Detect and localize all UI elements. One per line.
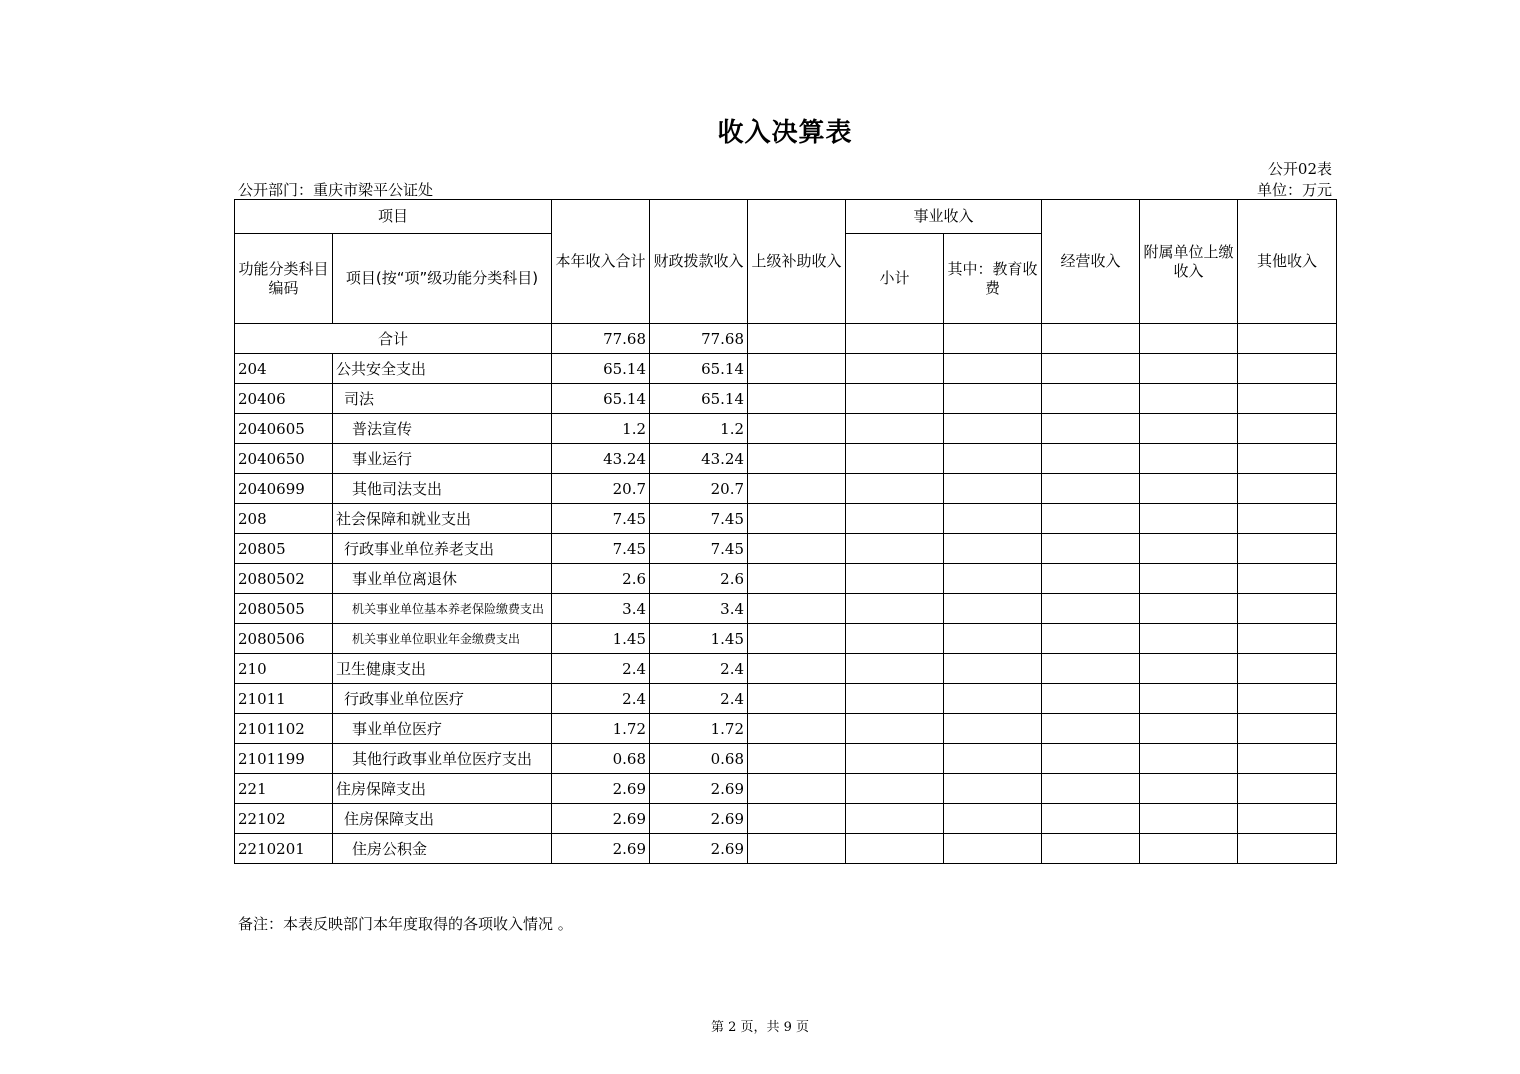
- empty-cell: [944, 774, 1042, 804]
- table-row: [235, 384, 1337, 414]
- empty-cell: [1238, 774, 1337, 804]
- header-affiliated: 附属单位上缴收入: [1140, 200, 1238, 324]
- empty-cell: [1140, 444, 1238, 474]
- empty-cell: [846, 324, 944, 354]
- empty-cell: [846, 684, 944, 714]
- empty-cell: [944, 744, 1042, 774]
- empty-cell: [846, 504, 944, 534]
- empty-cell: [748, 774, 846, 804]
- empty-cell: [1140, 474, 1238, 504]
- empty-cell: [846, 384, 944, 414]
- row-code: 210: [235, 654, 333, 684]
- empty-cell: [846, 444, 944, 474]
- header-business-group: 事业收入: [846, 200, 1042, 234]
- row-code: 22102: [235, 804, 333, 834]
- empty-cell: [1238, 534, 1337, 564]
- row-total: 2.69: [552, 834, 650, 864]
- empty-cell: [1042, 354, 1140, 384]
- empty-cell: [748, 354, 846, 384]
- empty-cell: [1238, 564, 1337, 594]
- empty-cell: [1042, 744, 1140, 774]
- row-total: 7.45: [552, 504, 650, 534]
- empty-cell: [748, 414, 846, 444]
- empty-cell: [944, 444, 1042, 474]
- row-code: 20805: [235, 534, 333, 564]
- empty-cell: [846, 414, 944, 444]
- empty-cell: [1238, 744, 1337, 774]
- table-row: [235, 774, 1337, 804]
- empty-cell: [944, 504, 1042, 534]
- unit-label: 单位：万元: [1256, 181, 1332, 199]
- row-name: 机关事业单位基本养老保险缴费支出: [333, 594, 552, 624]
- row-name: 事业运行: [333, 444, 552, 474]
- row-code: 208: [235, 504, 333, 534]
- empty-cell: [1042, 504, 1140, 534]
- empty-cell: [1238, 594, 1337, 624]
- row-fiscal: 43.24: [650, 444, 748, 474]
- table-row: [235, 564, 1337, 594]
- row-code: 2040699: [235, 474, 333, 504]
- empty-cell: [748, 324, 846, 354]
- empty-cell: [748, 444, 846, 474]
- empty-cell: [944, 564, 1042, 594]
- row-fiscal: 2.69: [650, 774, 748, 804]
- total-row: [235, 324, 1337, 354]
- empty-cell: [748, 744, 846, 774]
- empty-cell: [1042, 714, 1140, 744]
- row-code: 2210201: [235, 834, 333, 864]
- row-name: 其他行政事业单位医疗支出: [333, 744, 552, 774]
- empty-cell: [748, 534, 846, 564]
- row-fiscal: 0.68: [650, 744, 748, 774]
- total-label: 合计: [235, 324, 552, 354]
- empty-cell: [1140, 654, 1238, 684]
- row-code: 20406: [235, 384, 333, 414]
- empty-cell: [1238, 714, 1337, 744]
- row-fiscal: 1.2: [650, 414, 748, 444]
- empty-cell: [1042, 624, 1140, 654]
- table-row: [235, 714, 1337, 744]
- empty-cell: [1238, 684, 1337, 714]
- row-name: 行政事业单位养老支出: [333, 534, 552, 564]
- table-row: [235, 684, 1337, 714]
- row-total: 1.72: [552, 714, 650, 744]
- empty-cell: [748, 504, 846, 534]
- row-fiscal: 20.7: [650, 474, 748, 504]
- empty-cell: [748, 564, 846, 594]
- row-fiscal: 2.69: [650, 804, 748, 834]
- empty-cell: [1238, 654, 1337, 684]
- empty-cell: [1140, 354, 1238, 384]
- header-superior: 上级补助收入: [748, 200, 846, 324]
- row-code: 21011: [235, 684, 333, 714]
- footnote: 备注：本表反映部门本年度取得的各项收入情况 。: [238, 915, 573, 933]
- row-code: 2101102: [235, 714, 333, 744]
- empty-cell: [944, 324, 1042, 354]
- empty-cell: [1042, 684, 1140, 714]
- row-code: 2101199: [235, 744, 333, 774]
- empty-cell: [1042, 594, 1140, 624]
- empty-cell: [846, 534, 944, 564]
- empty-cell: [846, 624, 944, 654]
- row-total: 3.4: [552, 594, 650, 624]
- table-row: [235, 624, 1337, 654]
- empty-cell: [1042, 534, 1140, 564]
- header-subtotal: 小计: [846, 234, 944, 324]
- row-total: 43.24: [552, 444, 650, 474]
- row-fiscal: 65.14: [650, 384, 748, 414]
- empty-cell: [1140, 684, 1238, 714]
- empty-cell: [1042, 834, 1140, 864]
- department-label: 公开部门：重庆市梁平公证处: [238, 181, 434, 199]
- empty-cell: [748, 384, 846, 414]
- empty-cell: [1140, 384, 1238, 414]
- empty-cell: [1042, 654, 1140, 684]
- row-fiscal: 1.45: [650, 624, 748, 654]
- row-name: 机关事业单位职业年金缴费支出: [333, 624, 552, 654]
- empty-cell: [748, 654, 846, 684]
- header-item-group: 项目: [235, 200, 552, 234]
- empty-cell: [846, 744, 944, 774]
- empty-cell: [748, 594, 846, 624]
- empty-cell: [944, 714, 1042, 744]
- row-total: 1.45: [552, 624, 650, 654]
- table-row: [235, 654, 1337, 684]
- row-fiscal: 2.4: [650, 654, 748, 684]
- row-total: 65.14: [552, 384, 650, 414]
- empty-cell: [846, 714, 944, 744]
- table-row: [235, 414, 1337, 444]
- empty-cell: [1140, 804, 1238, 834]
- empty-cell: [1042, 564, 1140, 594]
- empty-cell: [748, 714, 846, 744]
- empty-cell: [1238, 624, 1337, 654]
- row-code: 221: [235, 774, 333, 804]
- row-code: 2080506: [235, 624, 333, 654]
- empty-cell: [1238, 504, 1337, 534]
- table-row: [235, 804, 1337, 834]
- row-total: 2.4: [552, 684, 650, 714]
- row-code: 2080502: [235, 564, 333, 594]
- empty-cell: [748, 834, 846, 864]
- row-total: 65.14: [552, 354, 650, 384]
- empty-cell: [748, 474, 846, 504]
- row-code: 2040605: [235, 414, 333, 444]
- empty-cell: [1140, 714, 1238, 744]
- row-name: 社会保障和就业支出: [333, 504, 552, 534]
- empty-cell: [1140, 774, 1238, 804]
- empty-cell: [944, 384, 1042, 414]
- empty-cell: [748, 684, 846, 714]
- row-fiscal: 2.6: [650, 564, 748, 594]
- total-fiscal: 77.68: [650, 324, 748, 354]
- row-fiscal: 65.14: [650, 354, 748, 384]
- row-name: 事业单位医疗: [333, 714, 552, 744]
- row-total: 2.4: [552, 654, 650, 684]
- empty-cell: [1042, 774, 1140, 804]
- table-row: [235, 474, 1337, 504]
- header-total: 本年收入合计: [552, 200, 650, 324]
- empty-cell: [1140, 564, 1238, 594]
- empty-cell: [1238, 324, 1337, 354]
- table-row: [235, 594, 1337, 624]
- empty-cell: [944, 534, 1042, 564]
- row-fiscal: 2.69: [650, 834, 748, 864]
- empty-cell: [846, 834, 944, 864]
- empty-cell: [1042, 804, 1140, 834]
- table-row: [235, 534, 1337, 564]
- empty-cell: [944, 804, 1042, 834]
- empty-cell: [1238, 834, 1337, 864]
- empty-cell: [1238, 354, 1337, 384]
- row-name: 事业单位离退休: [333, 564, 552, 594]
- empty-cell: [1238, 474, 1337, 504]
- row-fiscal: 7.45: [650, 534, 748, 564]
- empty-cell: [1140, 744, 1238, 774]
- row-fiscal: 2.4: [650, 684, 748, 714]
- table-row: [235, 834, 1337, 864]
- form-code: 公开02表: [1267, 160, 1332, 178]
- header-func-code: 功能分类科目编码: [235, 234, 333, 324]
- row-fiscal: 7.45: [650, 504, 748, 534]
- row-code: 2040650: [235, 444, 333, 474]
- empty-cell: [1042, 414, 1140, 444]
- row-total: 0.68: [552, 744, 650, 774]
- empty-cell: [1140, 624, 1238, 654]
- page-title: 收入决算表: [717, 118, 853, 148]
- empty-cell: [944, 624, 1042, 654]
- empty-cell: [1140, 504, 1238, 534]
- row-name: 普法宣传: [333, 414, 552, 444]
- empty-cell: [846, 474, 944, 504]
- row-total: 2.69: [552, 774, 650, 804]
- income-table: [234, 199, 1337, 864]
- row-name: 司法: [333, 384, 552, 414]
- row-name: 住房保障支出: [333, 774, 552, 804]
- empty-cell: [944, 474, 1042, 504]
- table-row: [235, 444, 1337, 474]
- header-fiscal: 财政拨款收入: [650, 200, 748, 324]
- row-name: 其他司法支出: [333, 474, 552, 504]
- empty-cell: [846, 594, 944, 624]
- empty-cell: [1140, 594, 1238, 624]
- empty-cell: [846, 774, 944, 804]
- empty-cell: [846, 654, 944, 684]
- empty-cell: [1238, 804, 1337, 834]
- header-education: 其中：教育收费: [944, 234, 1042, 324]
- empty-cell: [846, 804, 944, 834]
- row-code: 2080505: [235, 594, 333, 624]
- empty-cell: [944, 834, 1042, 864]
- empty-cell: [1140, 534, 1238, 564]
- header-other: 其他收入: [1238, 200, 1337, 324]
- row-name: 住房保障支出: [333, 804, 552, 834]
- empty-cell: [944, 414, 1042, 444]
- empty-cell: [944, 654, 1042, 684]
- row-name: 住房公积金: [333, 834, 552, 864]
- empty-cell: [1042, 444, 1140, 474]
- row-name: 公共安全支出: [333, 354, 552, 384]
- empty-cell: [944, 594, 1042, 624]
- table-row: [235, 744, 1337, 774]
- header-operating: 经营收入: [1042, 200, 1140, 324]
- table-row: [235, 504, 1337, 534]
- row-code: 204: [235, 354, 333, 384]
- empty-cell: [846, 564, 944, 594]
- row-name: 卫生健康支出: [333, 654, 552, 684]
- page-number: 第 2 页，共 9 页: [710, 1020, 810, 1035]
- empty-cell: [944, 354, 1042, 384]
- row-total: 2.6: [552, 564, 650, 594]
- total-total: 77.68: [552, 324, 650, 354]
- row-total: 20.7: [552, 474, 650, 504]
- empty-cell: [1140, 414, 1238, 444]
- empty-cell: [846, 354, 944, 384]
- row-fiscal: 1.72: [650, 714, 748, 744]
- row-total: 7.45: [552, 534, 650, 564]
- row-total: 1.2: [552, 414, 650, 444]
- empty-cell: [1140, 324, 1238, 354]
- empty-cell: [944, 684, 1042, 714]
- empty-cell: [1238, 444, 1337, 474]
- empty-cell: [748, 804, 846, 834]
- empty-cell: [1140, 834, 1238, 864]
- table-row: [235, 354, 1337, 384]
- row-name: 行政事业单位医疗: [333, 684, 552, 714]
- empty-cell: [1042, 324, 1140, 354]
- empty-cell: [748, 624, 846, 654]
- empty-cell: [1042, 474, 1140, 504]
- header-item-name: 项目(按“项”级功能分类科目): [333, 234, 552, 324]
- empty-cell: [1238, 384, 1337, 414]
- empty-cell: [1238, 414, 1337, 444]
- empty-cell: [1042, 384, 1140, 414]
- row-total: 2.69: [552, 804, 650, 834]
- row-fiscal: 3.4: [650, 594, 748, 624]
